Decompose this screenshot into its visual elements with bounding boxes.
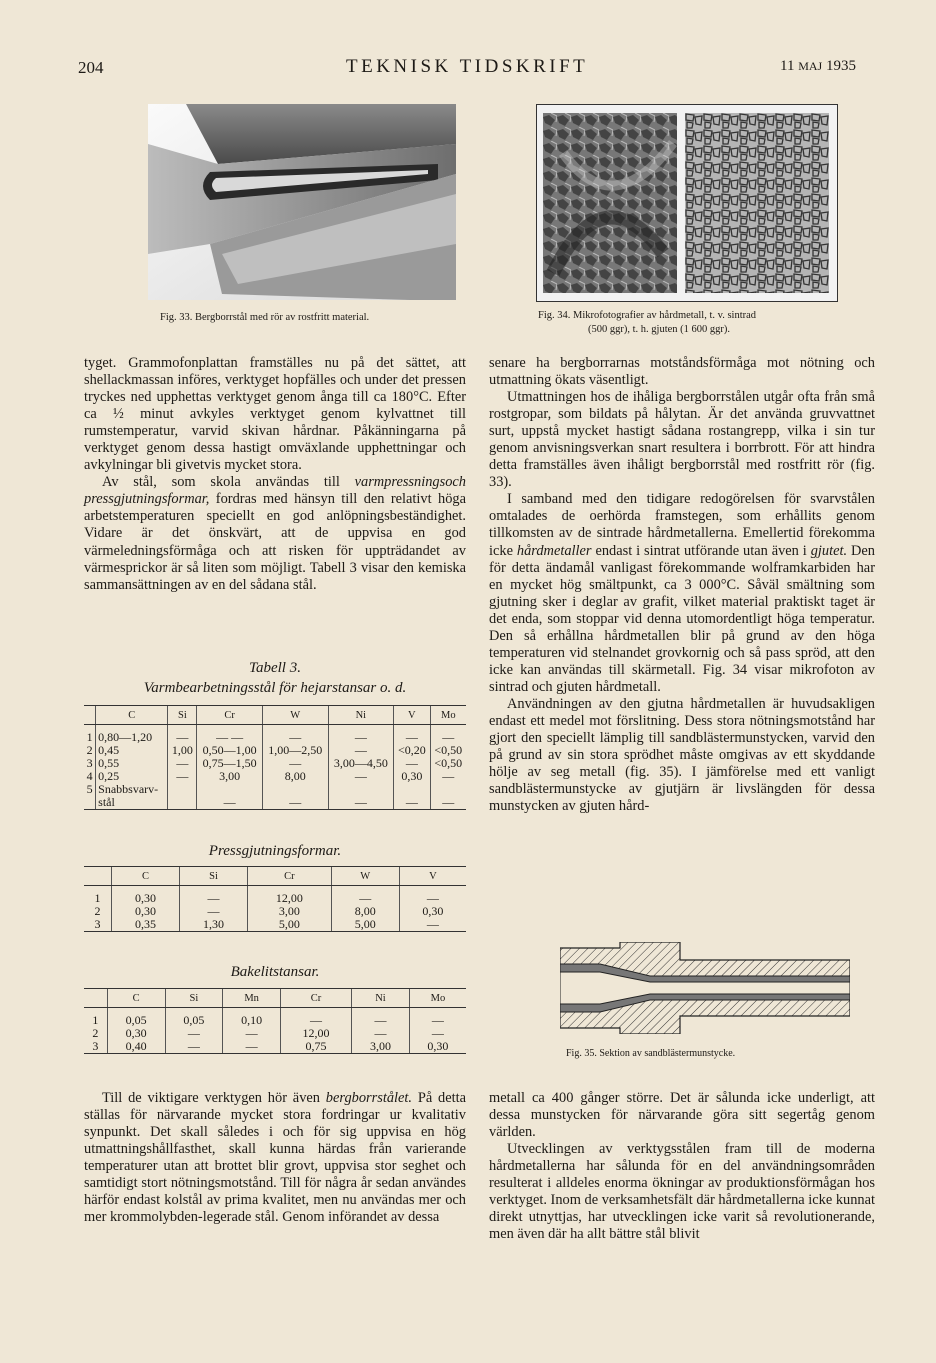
bakelite-table — [84, 988, 466, 1054]
table-cell: — — [328, 770, 394, 783]
emphasis: varmpressningsoch pressgjutningsformar, — [84, 474, 466, 508]
table-cell: 0,35 — [111, 918, 179, 932]
table-cell — [168, 796, 197, 810]
table-header-cell — [84, 706, 96, 725]
table-cell: 0,30 — [111, 892, 179, 905]
paragraph: metall ca 400 gånger större. Det är sålunda icke underligt, att dessa munstycken för närvarande göra sitt segertåg genom världen. — [489, 1090, 875, 1141]
table-cell: 0,30 — [111, 905, 179, 918]
table-cell: 3 — [86, 756, 93, 770]
table3-label: Tabell 3. — [249, 660, 301, 676]
table-header-cell: Cr — [248, 867, 332, 886]
table-row — [84, 796, 466, 810]
emphasis: bergborrstålet. — [325, 1090, 413, 1106]
table-header-cell: C — [107, 989, 165, 1008]
table-cell: — — [262, 796, 328, 810]
table-cell: — — [262, 731, 328, 744]
table-cell: — — [430, 731, 466, 744]
table-header-cell: C — [111, 867, 179, 886]
table-cell: — — [168, 731, 197, 744]
table-cell: — — [328, 731, 394, 744]
paragraph: Utmattningen hos de ihåliga bergborrstålen utgår ofta från små rostgropar, som bildats på hålytan. Är det använda gruvvattnet surt, uppstå mycket hastigt sådana rostangrepp, vilka i sin tur genom anvisningsverkan snart resultera i borrbrott. För att hindra detta framställes även ihåligt bergborrstål med rostfritt rör (fig. 33). — [489, 389, 875, 491]
date-day: 11 — [780, 58, 795, 74]
table-cell: — — [281, 1014, 352, 1027]
paragraph: Till de viktigare verktygen hör även bergborrstålet. På detta ställas för närvarande mycket stora fordringar ur kvalitativ synpunkt. Det skall således i och för sig uppvisa en hög utmattningshållfasthet, skall kunna härdas från varierande temperaturer utan att brottet blir grovt, uppvisa stor seghet och samtidigt stort nötningsmotstånd. Till för några år sedan användes härför endast kolstål av prima kvalitet, men nu användas mer och mer krommolybden-legerade stål. Genom införandet av dessa — [84, 1090, 467, 1226]
right-column-top — [489, 355, 875, 815]
table-cell: — — [352, 1014, 410, 1027]
table-cell: <0,20 — [394, 744, 430, 757]
table-cell: 5,00 — [248, 918, 332, 932]
table-cell: 0,80—1,20 — [96, 731, 168, 744]
paragraph: Utvecklingen av verktygsstålen fram till de moderna hårdmetallerna har sålunda för en del användningsområden resulterat i alldeles enorma ökningar av produktionsförmågan hos verktyget. Inom de verksamhetsfält där hårdmetallerna icke kunnat direkt utnyttjas, har utvecklingen icke varit så revolutionerande, men även där ha allt bättre stål blivit — [489, 1141, 875, 1243]
paragraph: senare ha bergborrarnas motståndsförmåga mot nötning och utmattning ökats väsentligt. — [489, 355, 875, 389]
table-header-cell — [84, 867, 111, 886]
table-cell: 0,05 — [165, 1014, 223, 1027]
table-cell: — — [168, 757, 197, 770]
table-header-cell: V — [399, 867, 466, 886]
table-cell: — — [168, 770, 197, 783]
table-cell: 5,00 — [331, 918, 399, 932]
table-cell: — — [179, 892, 247, 905]
table-cell: — — [223, 1040, 281, 1054]
table-cell: 0,75 — [281, 1040, 352, 1054]
table-cell: stål — [96, 796, 168, 810]
table-cell — [84, 796, 96, 810]
table-cell: 0,75—1,50 — [197, 757, 263, 770]
fig33-drill-steel-photo — [148, 104, 456, 300]
left-column-top — [84, 355, 466, 594]
micrograph-sintered — [543, 113, 677, 293]
table-cell: 0,10 — [223, 1014, 281, 1027]
table-cell: 3 — [84, 918, 111, 932]
table-cell: — — [352, 1027, 410, 1040]
table-cell: 1 — [92, 1013, 99, 1027]
fig35-caption: Fig. 35. Sektion av sandblästermunstycke. — [566, 1048, 736, 1059]
date-year: 1935 — [825, 58, 856, 74]
table-cell: 3,00—4,50 — [328, 757, 394, 770]
table-cell: 3,00 — [197, 770, 263, 783]
table-cell: — — [179, 905, 247, 918]
table-cell: 1 — [86, 730, 93, 744]
table-cell: 0,30 — [394, 770, 430, 783]
table3-title: Varmbearbetningsstål för hejarstansar o. d. — [143, 680, 407, 696]
table-cell: 0,55 — [96, 757, 168, 770]
table-cell: <0,50 — [430, 744, 466, 757]
table-cell: — — [399, 892, 466, 905]
table-header-cell: W — [331, 867, 399, 886]
issue-date — [780, 58, 856, 75]
table-row — [84, 918, 466, 932]
table-header-cell: W — [262, 706, 328, 725]
table3 — [84, 705, 466, 810]
table-cell: 3 — [84, 1040, 107, 1054]
table-cell: — — [165, 1027, 223, 1040]
table-cell: 0,30 — [107, 1027, 165, 1040]
page-number: 204 — [78, 58, 104, 77]
table-header-cell: Mo — [409, 989, 466, 1008]
table-cell: <0,50 — [430, 757, 466, 770]
left-column-bottom — [84, 1090, 466, 1226]
table-cell: — — [430, 770, 466, 783]
table-header-cell: Cr — [197, 706, 263, 725]
table-cell: — — [328, 796, 394, 810]
table-cell: — — [328, 744, 394, 757]
table-cell: — — [223, 1027, 281, 1040]
table-cell: 0,05 — [107, 1014, 165, 1027]
press-table — [84, 866, 466, 932]
table-cell: 0,25 — [96, 770, 168, 783]
table-cell: — — [394, 796, 430, 810]
table-header-cell: Ni — [328, 706, 394, 725]
table-cell: 1 — [94, 891, 101, 905]
table-header-cell: Cr — [281, 989, 352, 1008]
paragraph: Av stål, som skola användas till varmpressningsoch pressgjutningsformar, fordras med hänsyn till den relativt höga arbetstemperaturen speciellt en god anlöpningsbeständighet. Vidare är det önskvärt, att de uppvisa en god värmeledningsförmåga och att risken för uppträdandet av värmesprickor är så liten som möjligt. Tabell 3 visar den kemiska sammansättningen av en del sådana stål. — [84, 474, 466, 593]
table-cell: — — — [197, 731, 263, 744]
table-cell: 1,30 — [179, 918, 247, 932]
table-cell: 12,00 — [281, 1027, 352, 1040]
table-cell: 0,30 — [409, 1040, 466, 1054]
emphasis: hårdmetaller — [516, 542, 592, 559]
fig35-nozzle-section — [560, 942, 850, 1034]
table-header-cell: V — [394, 706, 430, 725]
table-cell: — — [409, 1014, 466, 1027]
fig33-caption: Fig. 33. Bergborrstål med rör av rostfritt material. — [160, 312, 370, 323]
table-header-cell: Si — [168, 706, 197, 725]
table-header-cell: Si — [179, 867, 247, 886]
table-cell: 8,00 — [331, 905, 399, 918]
table-cell: 12,00 — [248, 892, 332, 905]
fig34-micrographs — [536, 104, 838, 302]
table-cell: 1,00 — [168, 744, 197, 757]
table-row — [84, 1040, 466, 1054]
table-cell: — — [409, 1027, 466, 1040]
emphasis: gjutet. — [810, 542, 848, 559]
table-cell: 1,00—2,50 — [262, 744, 328, 757]
table-cell: — — [331, 892, 399, 905]
table-header-cell: Ni — [352, 989, 410, 1008]
press-table-title: Pressgjutningsformar. — [208, 843, 342, 859]
table-header-cell: Mo — [430, 706, 466, 725]
fig34-caption-2: (500 ggr), t. h. gjuten (1 600 ggr). — [588, 324, 731, 335]
table-cell: — — [262, 757, 328, 770]
table-cell: 3,00 — [248, 905, 332, 918]
table-header-cell: Mn — [223, 989, 281, 1008]
table-cell: 0,50—1,00 — [197, 744, 263, 757]
fig34-caption-1: Fig. 34. Mikrofotografier av hårdmetall, t. v. sintrad — [538, 310, 757, 321]
table-header-cell — [84, 989, 107, 1008]
micrograph-cast — [685, 113, 829, 293]
table-cell: — — [430, 796, 466, 810]
table-cell: Snabbsvarv- — [96, 783, 168, 796]
table-header-cell: Si — [165, 989, 223, 1008]
paragraph: Användningen av den gjutna hårdmetallen är huvudsakligen endast ett medel mot förslitning. Dess stora nötningsmotstånd har gjort den speciellt lämplig till sandblästermunstycken, varvid den på grund av sin stora sprödhet måste omgivas av ett skyddande hölje av seg metall (fig. 35). I jämförelse med ett vanligt sandblästermunstycke av gjutjärn är livslängden för dessa munstycken av gjuten hård- — [489, 695, 875, 815]
table-cell: 3,00 — [352, 1040, 410, 1054]
table-cell: 0,30 — [399, 905, 466, 918]
table-cell: 2 — [86, 743, 93, 757]
bakelite-table-title: Bakelitstansar. — [230, 964, 320, 980]
table-cell: — — [394, 757, 430, 770]
date-month: MAJ — [798, 59, 823, 73]
paragraph: I samband med den tidigare redogörelsen för svarvstålen omtalades de oerhörda framstegen, som erhållits genom tillkomsten av de sintrade hårdmetallerna. Emellertid förekomma icke hårdmetaller endast i sintrat utförande utan även i gjutet. Den för detta ändamål vanligast förekommande wolframkarbiden har en mycket hög smältpunkt, ca 3 000°C. Såväl smältning som gjutning sker i deglar av grafit, vilket material praktiskt taget är det enda, som stoppar vid denna utomordentligt höga temperatur. Den så erhållna hårdmetallen blir på grund av den höga temperaturen vid stelnandet grovkornig och så pass spröd, att den icke kan användas till skärmetall. Fig. 34 visar mikrofoton av sintrad och gjuten hårdmetall. — [489, 491, 875, 695]
table-cell: 2 — [94, 904, 101, 918]
table-cell — [168, 783, 197, 796]
table-cell: 2 — [92, 1026, 99, 1040]
table-cell: 4 — [86, 769, 93, 783]
table-cell: 5 — [86, 782, 93, 796]
table-cell: 0,45 — [96, 744, 168, 757]
table-header-cell: C — [96, 706, 168, 725]
table-cell: — — [394, 731, 430, 744]
journal-title: TEKNISK TIDSKRIFT — [346, 56, 589, 77]
table-cell: 0,40 — [107, 1040, 165, 1054]
table-cell: — — [197, 796, 263, 810]
page-header — [0, 52, 936, 82]
paragraph: tyget. Grammofonplattan framställes nu på det sättet, att shellackmassan införes, verktyget hopfälles och under det pressen tryckes ned upphettas verktyget genom ånga till ca 180°C. Efter ca ½ minut avkyles verktyget genom kylvattnet till rumstemperatur, varvid skivan hårdnar. Påkänningarna på verktyget genom dessa hastigt omväxlande upphettningar och avkylningar bli givetvis mycket stora. — [84, 355, 466, 474]
table-cell: — — [165, 1040, 223, 1054]
table-cell: — — [399, 918, 466, 932]
table-cell: 8,00 — [262, 770, 328, 783]
right-column-bottom — [489, 1090, 875, 1243]
